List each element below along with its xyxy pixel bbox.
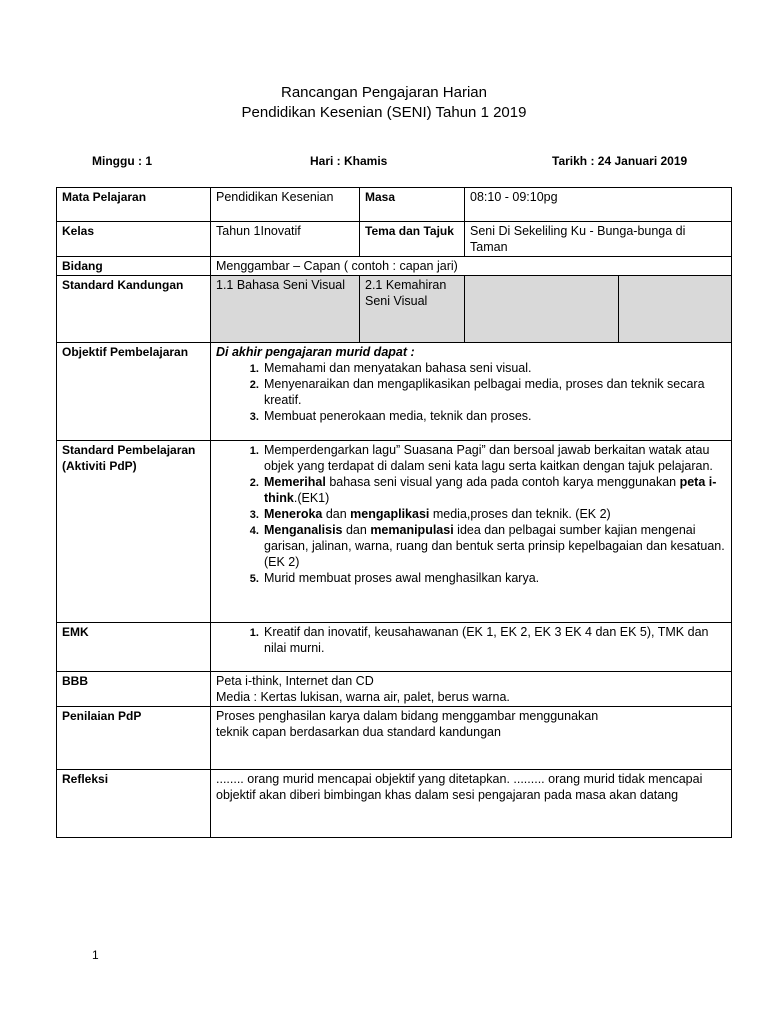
masa-label: Masa — [360, 188, 465, 222]
tarikh-label: Tarikh : 24 Januari 2019 — [552, 154, 688, 168]
aktiviti-item: 1. Memperdengarkan lagu” Suasana Pagi” dan bersoal jawab berkaitan watak atau objek yang terdapat di dalam seni kata lagu serta kaitkan dengan tajuk pelajaran. — [262, 442, 726, 474]
bidang-value: Menggambar – Capan ( contoh : capan jari) — [211, 257, 732, 276]
row-emk — [57, 623, 732, 672]
aktiviti-verb: Memerihal — [264, 475, 326, 489]
aktiviti-verb: mengaplikasi — [350, 507, 430, 521]
mata-pelajaran-value: Pendidikan Kesenian — [211, 188, 360, 222]
row-mata-pelajaran — [57, 188, 732, 222]
tema-label: Tema dan Tajuk — [360, 222, 465, 257]
objektif-list — [216, 360, 726, 424]
row-kelas — [57, 222, 732, 257]
row-refleksi — [57, 770, 732, 838]
row-bidang — [57, 257, 732, 276]
kelas-label: Kelas — [57, 222, 211, 257]
aktiviti-verb: Meneroka — [264, 507, 323, 521]
bbb-content — [211, 672, 732, 707]
aktiviti-content — [211, 441, 732, 623]
aktiviti-text: media,proses dan teknik. (EK 2) — [429, 507, 611, 521]
penilaian-line: teknik capan berdasarkan dua standard kandungan — [216, 725, 501, 739]
objektif-item: 3. Membuat penerokaan media, teknik dan proses. — [262, 408, 726, 424]
mata-pelajaran-label: Mata Pelajaran — [57, 188, 211, 222]
aktiviti-list — [216, 442, 726, 586]
objektif-intro: Di akhir pengajaran murid dapat : — [216, 345, 415, 359]
penilaian-content — [211, 707, 732, 770]
objektif-item: 1. Memahami dan menyatakan bahasa seni visual. — [262, 360, 726, 376]
tema-value: Seni Di Sekeliling Ku - Bunga-bunga di Taman — [465, 222, 732, 257]
row-penilaian — [57, 707, 732, 770]
aktiviti-verb: Menganalisis — [264, 523, 343, 537]
kelas-value: Tahun 1Inovatif — [211, 222, 360, 257]
bbb-line: Peta i-think, Internet dan CD — [216, 674, 374, 688]
standard-kandungan-label: Standard Kandungan — [57, 276, 211, 343]
aktiviti-label: Standard Pembelajaran (Aktiviti PdP) — [57, 441, 211, 623]
hari-label: Hari : Khamis — [310, 154, 388, 168]
refleksi-label: Refleksi — [57, 770, 211, 838]
objektif-item: 2. Menyenaraikan dan mengaplikasikan pelbagai media, proses dan teknik secara kreatif. — [262, 376, 726, 408]
aktiviti-item — [262, 506, 726, 522]
aktiviti-item — [262, 522, 726, 570]
sk-2: 2.1 Kemahiran Seni Visual — [360, 276, 465, 343]
aktiviti-text: .(EK1) — [293, 491, 330, 505]
bbb-label: BBB — [57, 672, 211, 707]
document-subtitle: Pendidikan Kesenian (SENI) Tahun 1 2019 — [241, 104, 527, 121]
emk-list — [216, 624, 726, 656]
lesson-plan-table — [56, 187, 732, 838]
aktiviti-verb: memanipulasi — [370, 523, 454, 537]
sk-empty-1 — [465, 276, 619, 343]
masa-value: 08:10 - 09:10pg — [465, 188, 732, 222]
aktiviti-item: 5. Murid membuat proses awal menghasilkan karya. — [262, 570, 726, 586]
objektif-label: Objektif Pembelajaran — [57, 343, 211, 441]
sk-1: 1.1 Bahasa Seni Visual — [211, 276, 360, 343]
document-title: Rancangan Pengajaran Harian — [281, 84, 487, 101]
page-number: 1 — [92, 948, 99, 962]
bidang-label: Bidang — [57, 257, 211, 276]
row-standard-kandungan — [57, 276, 732, 343]
emk-content — [211, 623, 732, 672]
row-objektif — [57, 343, 732, 441]
aktiviti-text: dan — [322, 507, 351, 521]
penilaian-label: Penilaian PdP — [57, 707, 211, 770]
row-aktiviti — [57, 441, 732, 623]
emk-item: 1. Kreatif dan inovatif, keusahawanan (EK 1, EK 2, EK 3 EK 4 dan EK 5), TMK dan nilai murni. — [262, 624, 726, 656]
row-bbb — [57, 672, 732, 707]
penilaian-line: Proses penghasilan karya dalam bidang menggambar menggunakan — [216, 709, 599, 723]
objektif-content — [211, 343, 732, 441]
aktiviti-item — [262, 474, 726, 506]
bbb-line: Media : Kertas lukisan, warna air, palet, berus warna. — [216, 690, 510, 704]
aktiviti-text: bahasa seni visual yang ada pada contoh karya menggunakan — [325, 475, 680, 489]
refleksi-content: ........ orang murid mencapai objektif yang ditetapkan. ......... orang murid tidak mencapai objektif akan diberi bimbingan khas dalam sesi pengajaran pada masa akan datang — [211, 770, 732, 838]
sk-empty-2 — [619, 276, 732, 343]
aktiviti-text: idea dan pelbagai sumber kajian mengenai garisan, jalinan, warna, ruang dan bentuk serta prinsip kepelbagaian dan kesatuan. (EK 2) — [264, 523, 725, 569]
aktiviti-keyword: peta i-think — [264, 475, 717, 505]
emk-label: EMK — [57, 623, 211, 672]
minggu-label: Minggu : 1 — [92, 154, 152, 168]
aktiviti-text: dan — [342, 523, 371, 537]
